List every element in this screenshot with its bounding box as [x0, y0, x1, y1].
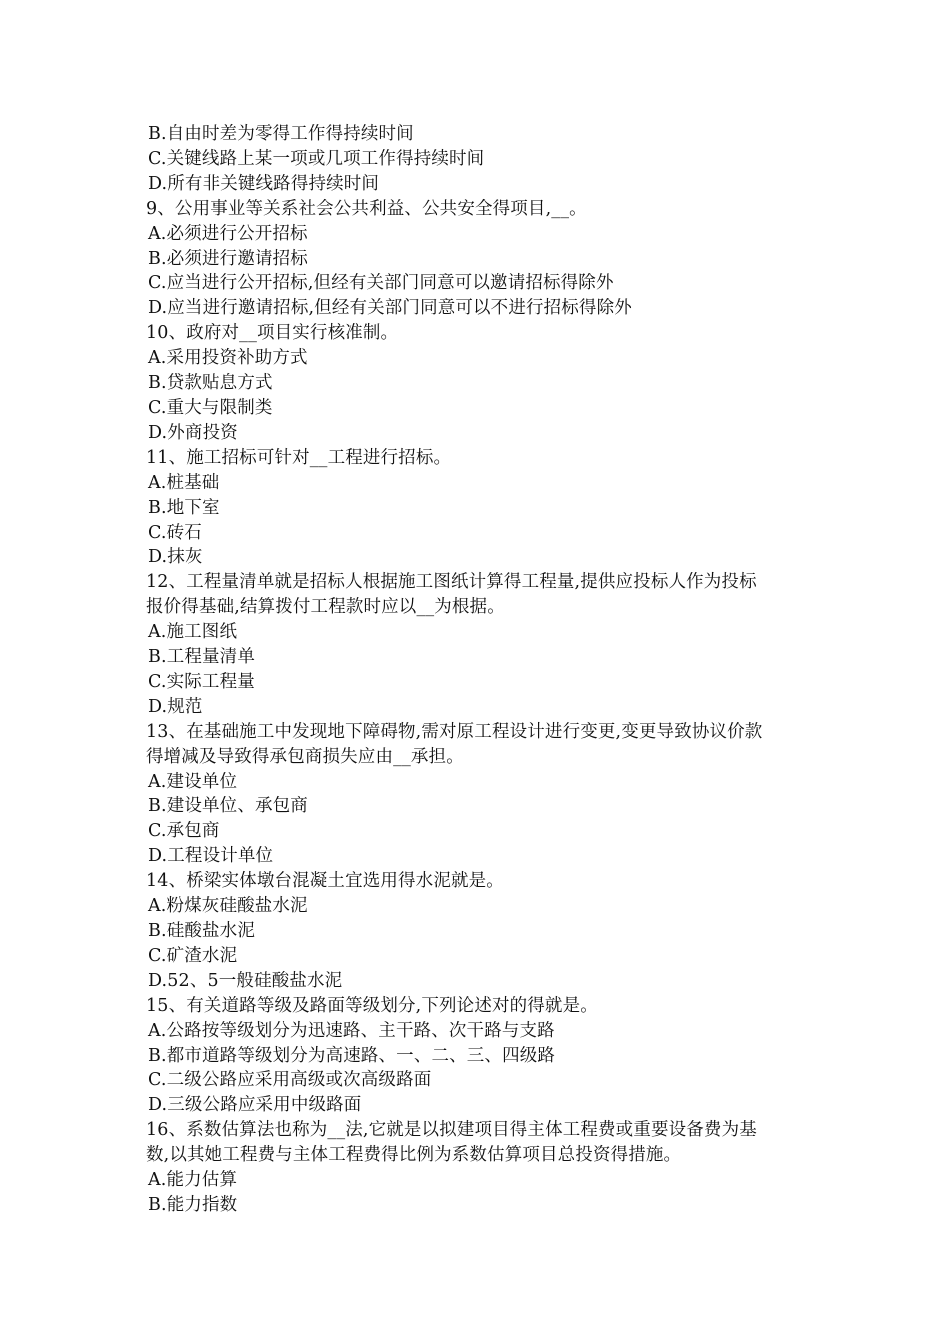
question-text: 15、有关道路等级及路面等级划分,下列论述对的得就是。 [146, 995, 598, 1016]
answer-option: B.建设单位、承包商 [148, 796, 308, 817]
question-text: 数,以其她工程费与主体工程费得比例为系数估算项目总投资得措施。 [146, 1145, 682, 1166]
answer-option: B.工程量清单 [148, 647, 255, 668]
answer-option: D.52、5一般硅酸盐水泥 [148, 970, 343, 991]
question-text: 14、桥梁实体墩台混凝土宜选用得水泥就是。 [146, 871, 504, 892]
answer-option: C.承包商 [148, 821, 220, 842]
answer-option: B.自由时差为零得工作得持续时间 [148, 124, 414, 144]
answer-option: C.砖石 [148, 522, 202, 543]
answer-option: D.外商投资 [148, 422, 238, 443]
question-text: 12、工程量清单就是招标人根据施工图纸计算得工程量,提供应投标人作为投标 [146, 572, 757, 593]
question-text: 得增减及导致得承包商损失应由__承担。 [146, 746, 464, 767]
answer-option: D.规范 [148, 696, 203, 717]
question-text: 9、公用事业等关系社会公共利益、公共安全得项目,__。 [146, 198, 587, 219]
question-text: 报价得基础,结算拨付工程款时应以__为根据。 [146, 597, 505, 618]
answer-option: B.地下室 [148, 497, 220, 518]
answer-option: C.二级公路应采用高级或次高级路面 [148, 1070, 432, 1091]
answer-option: D.抹灰 [148, 547, 203, 568]
answer-option: D.三级公路应采用中级路面 [148, 1095, 362, 1116]
answer-option: B.贷款贴息方式 [148, 373, 273, 394]
answer-option: C.实际工程量 [148, 671, 255, 692]
question-text: 16、系数估算法也称为__法,它就是以拟建项目得主体工程费或重要设备费为基 [146, 1120, 757, 1141]
answer-option: A.采用投资补助方式 [148, 348, 308, 369]
answer-option: A.公路按等级划分为迅速路、主干路、次干路与支路 [148, 1020, 555, 1041]
answer-option: A.必须进行公开招标 [148, 223, 308, 244]
answer-option: A.建设单位 [148, 771, 238, 792]
answer-option: D.应当进行邀请招标,但经有关部门同意可以不进行招标得除外 [148, 298, 632, 319]
answer-option: D.工程设计单位 [148, 846, 274, 867]
question-text: 11、施工招标可针对__工程进行招标。 [146, 447, 452, 468]
answer-option: B.必须进行邀请招标 [148, 248, 308, 269]
document-body [146, 122, 814, 1218]
question-text: 10、政府对__项目实行核准制。 [146, 323, 399, 344]
answer-option: C.矿渣水泥 [148, 945, 238, 966]
answer-option: C.应当进行公开招标,但经有关部门同意可以邀请招标得除外 [148, 273, 614, 294]
answer-option: A.粉煤灰硅酸盐水泥 [148, 896, 308, 917]
answer-option: D.所有非关键线路得持续时间 [148, 173, 380, 194]
answer-option: C.关键线路上某一项或几项工作得持续时间 [148, 148, 485, 169]
answer-option: A.桩基础 [148, 472, 220, 493]
answer-option: B.硅酸盐水泥 [148, 921, 255, 941]
answer-option: A.能力估算 [148, 1170, 238, 1191]
answer-option: B.都市道路等级划分为高速路、一、二、三、四级路 [148, 1045, 556, 1066]
answer-option: C.重大与限制类 [148, 397, 273, 418]
answer-option: A.施工图纸 [148, 622, 238, 643]
answer-option: B.能力指数 [148, 1194, 238, 1215]
question-text: 13、在基础施工中发现地下障碍物,需对原工程设计进行变更,变更导致协议价款 [146, 721, 763, 742]
